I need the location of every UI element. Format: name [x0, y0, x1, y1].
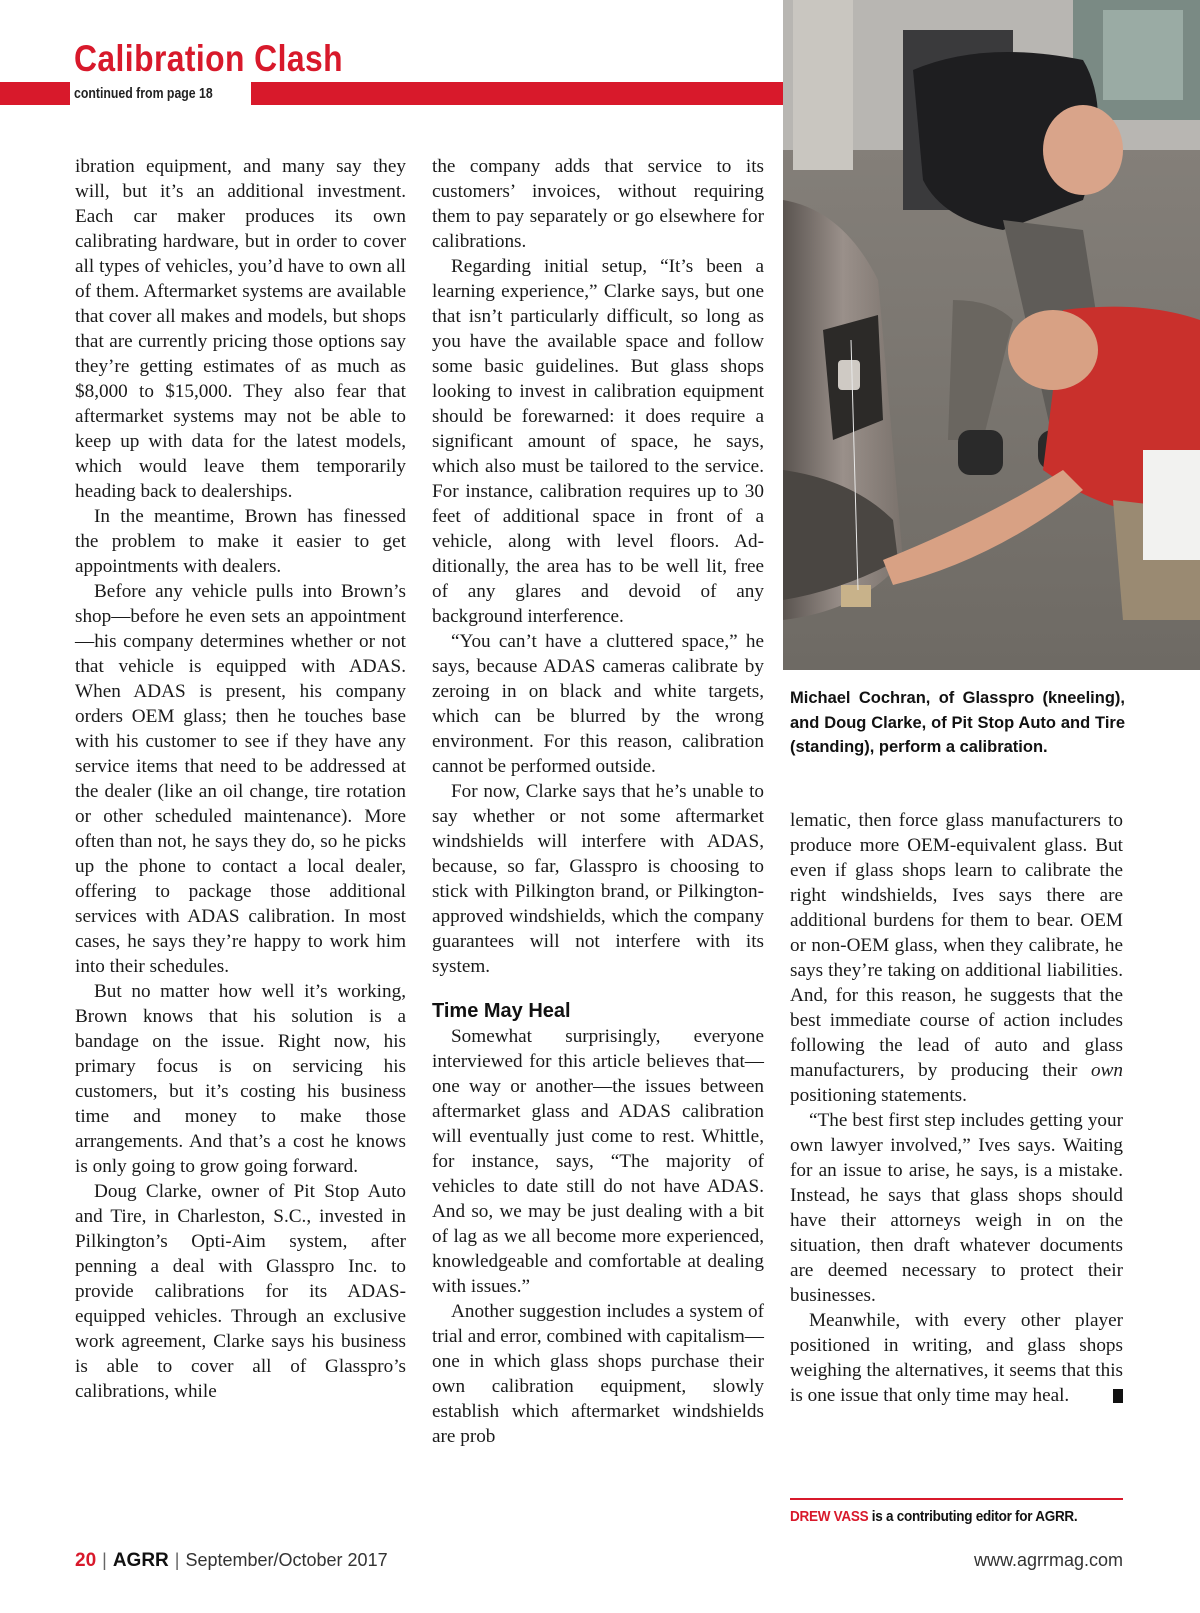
article-column-1: [75, 154, 406, 1404]
article-column-3: [790, 808, 1123, 1408]
bio-divider: [790, 1498, 1123, 1500]
footer-separator: |: [174, 1550, 180, 1570]
paragraph: For now, Clarke says that he’s unable to say whether or not some aftermarket windshields will interfere with ADAS, because, so far, Glasspro is choosing to stick with Pilkington brand, or Pilkington-approved windshields, which the company guarantees will not interfere with its system.: [432, 781, 764, 977]
page-footer: [75, 1550, 388, 1572]
paragraph: But no matter how well it’s working, Brown knows that his solution is a bandage on the issue. Right now, his primary focus is on servicing his customers, but it’s costing his business time and money to make those arrangements. And that’s a cost he knows is only going to grow going forward.: [75, 981, 406, 1177]
article-column-2: [432, 154, 764, 1449]
section-subhead: Time May Heal: [432, 1000, 571, 1022]
paragraph: In the meantime, Brown has finessed the problem to make it easier to get appointments with dealers.: [75, 506, 406, 577]
paragraph-text: lematic, then force glass manufacturers to produce more OEM-equivalent glass. But even if glass shops learn to calibrate the right windshields, Ives says there are additional burdens for them to bear. OEM or non-OEM glass, when they calibrate, he says they’re taking on additional liabilities. And, for this reason, he suggests that the best immediate course of action includes following the lead of auto and glass manufacturers, by producing their: [790, 810, 1123, 1081]
paragraph: [790, 808, 1123, 1108]
paragraph: Doug Clarke, owner of Pit Stop Auto and Tire, in Charleston, S.C., invested in Pilkington’s Opti-Aim system, after penning a deal with Glasspro Inc. to provide calibrations for its ADAS-equipped vehicles. Through an exclusive work agreement, Clarke says his business is able to cover all of Glasspro’s calibrations, while: [75, 1181, 406, 1402]
emphasis-text: own: [1091, 1060, 1123, 1081]
paragraph-text: positioning statements.: [790, 1085, 967, 1106]
paragraph: [790, 1308, 1123, 1408]
paragraph: Before any vehicle pulls into Brown’s shop—before he even sets an appointment—his company determines whether or not that vehicle is equipped with ADAS. When ADAS is present, his company orders OEM glass; then he touches base with his customer to see if they have any service items that need to be addressed at the dealer (like an oil change, tire rotation or other scheduled maintenance). More often than not, he says they do, so he picks up the phone to contact a local dealer, offering to package those additional services with ADAS calibration. In most cases, he says they’re happy to work him into their schedules.: [75, 581, 406, 977]
author-bio: [790, 1508, 1077, 1525]
paragraph: Another suggestion includes a system of trial and error, combined with capitalism—one in which glass shops purchase their own calibration equipment, slowly establish which aftermarket windshields are prob: [432, 1301, 764, 1447]
article-photo: [783, 0, 1200, 670]
paragraph: the company adds that service to its customers’ invoices, without requiring them to pay separately or go elsewhere for calibrations.: [432, 156, 764, 252]
paragraph: Regarding initial setup, “It’s been a learning experience,” Clarke says, but one that isn’t particularly difficult, so long as you have the available space and follow some basic guidelines. But glass shops looking to invest in calibration equipment should be forewarned: it does require a significant amount of space, he says, which also must be tailored to the service. For instance, calibration requires up to 30 feet of additional space in front of a vehicle, along with level floors. Additionally, the area has to be well lit, free of any glares and devoid of any background interference.: [432, 256, 764, 627]
paragraph-text: Meanwhile, with every other player positioned in writing, and glass shops weighing the alternatives, it seems that this is one issue that only time may heal.: [790, 1310, 1123, 1406]
publication-name: AGRR: [112, 1550, 169, 1571]
paragraph: ibration equipment, and many say they will, but it’s an additional investment. Each car maker produces its own calibrating hardware, but in order to cover all types of vehicles, you’d have to own all of them. Aftermarket systems are available that cover all makes and models, but shops that are currently pricing those options say they’re getting estimates of as much as $8,000 to $15,000. They also fear that aftermarket systems may not be able to keep up with data for the latest models, which would leave them temporarily heading back to dealerships.: [75, 156, 406, 502]
article-title: Calibration Clash: [74, 38, 343, 79]
author-name: DREW VASS: [790, 1508, 869, 1525]
continued-from-label: continued from page 18: [74, 85, 213, 102]
issue-date: September/October 2017: [185, 1550, 388, 1570]
end-mark-icon: [1117, 1389, 1123, 1403]
footer-url[interactable]: www.agrrmag.com: [973, 1550, 1123, 1570]
paragraph: Somewhat surprisingly, everyone interviewed for this article believes that—one way or another—the issues between aftermarket glass and ADAS calibration will eventually just come to rest. Whittle, for instance, says, “The majority of vehicles to date still do not have ADAS. And so, we may be just dealing with a bit of lag as we all become more experienced, knowledgeable and comfortable at dealing with issues.”: [432, 1026, 764, 1297]
author-bio-text: is a contributing editor for AGRR.: [868, 1508, 1078, 1525]
footer-separator: |: [102, 1550, 107, 1570]
paragraph: “The best first step includes getting your own lawyer involved,” Ives says. Waiting for an issue to arise, he says, is a mistake. Instead, he says that glass shops should have their attorneys weigh in on the situation, then draft whatever documents are deemed necessary to protect their businesses.: [790, 1110, 1123, 1306]
photo-caption: Michael Cochran, of Glasspro (kneeling), and Doug Clarke, of Pit Stop Auto and Tire (standing), perform a calibration.: [790, 689, 1125, 756]
paragraph: “You can’t have a cluttered space,” he says, because ADAS cameras calibrate by zeroing in on black and white targets, which can be blurred by the wrong environment. For this reason, calibration cannot be performed outside.: [432, 631, 764, 777]
page-number: 20: [75, 1550, 97, 1571]
continued-label-box: [70, 82, 251, 105]
